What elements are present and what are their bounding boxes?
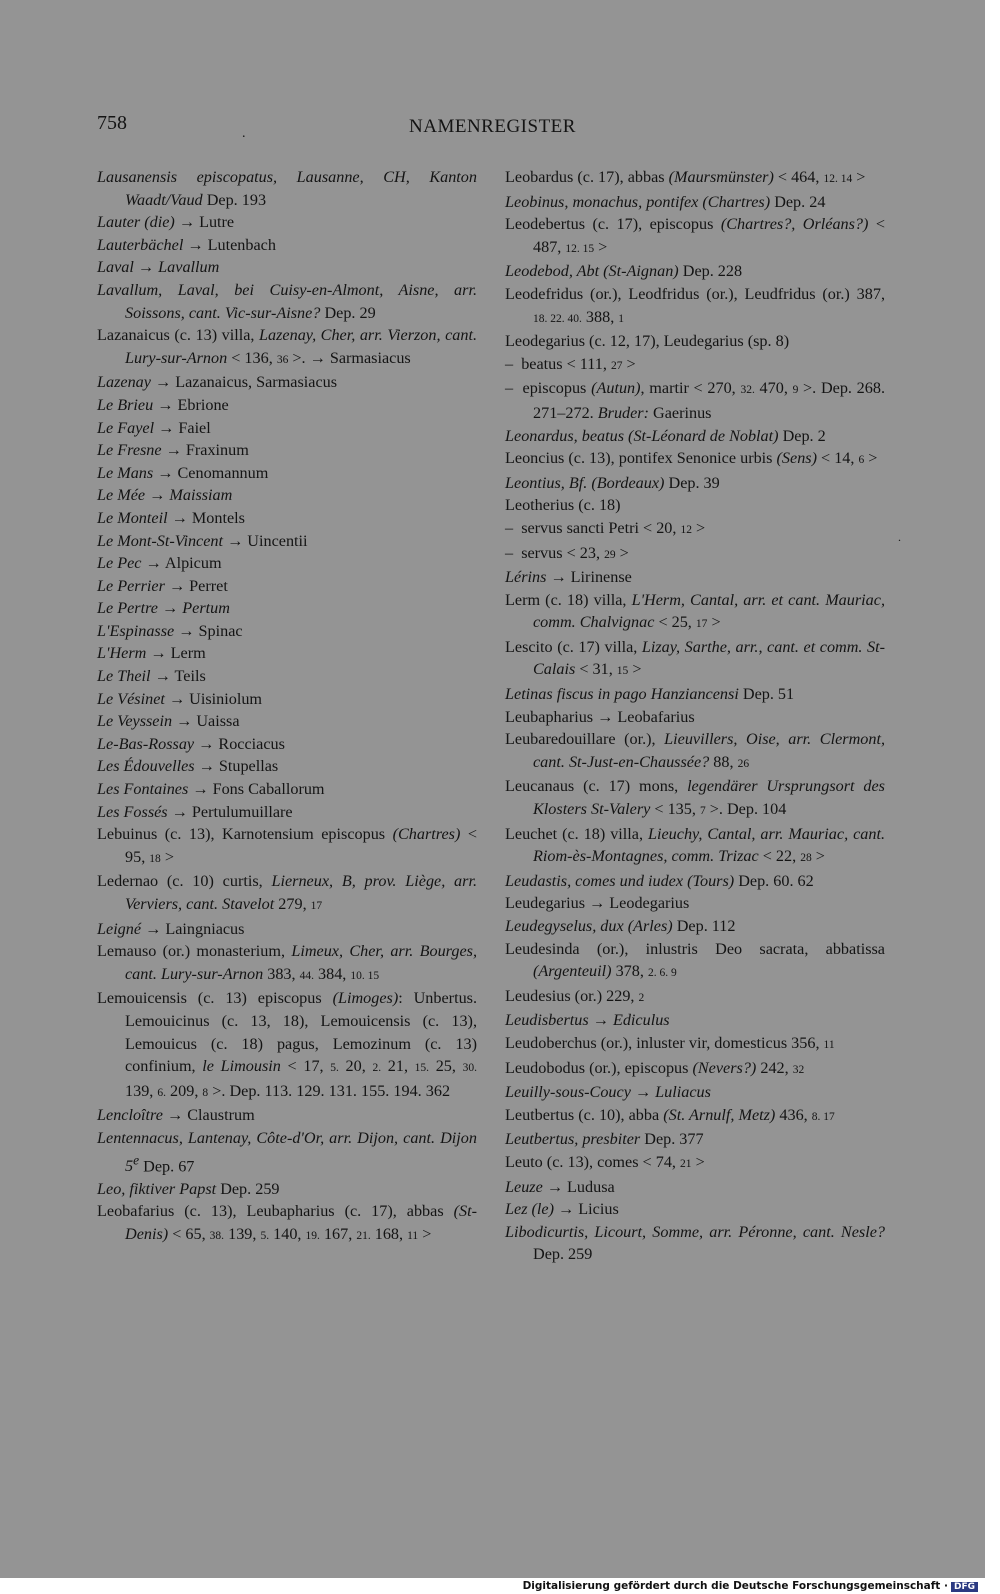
index-entry: Le Mée → Maissiam xyxy=(97,486,233,505)
index-entry: Leuchet (c. 18) villa, Lieuchy, Cantal, arr. Mauriac, cant. Riom-ès-Montagnes, comm. Trizac < 22, 28 > xyxy=(505,824,885,866)
index-entry: Leobafarius (c. 13), Leubapharius (c. 17), abbas (St-Denis) < 65, 38. 139, 5. 140, 19. 167, 21. 168, 11 > xyxy=(97,1202,477,1243)
index-entry: Leontius, Bf. (Bordeaux) Dep. 39 xyxy=(505,473,720,492)
index-entry: Leudisbertus → Ediculus xyxy=(505,1011,670,1030)
index-entry: Lazanaicus (c. 13) villa, Lazenay, Cher, arr. Vierzon, cant. Lury-sur-Arnon < 136, 36 >. → Sarmasiacus xyxy=(97,326,477,367)
index-entry: L'Herm → Lerm xyxy=(97,644,206,663)
index-entry: Leudesinda (or.), inlustris Deo sacrata, abbatissa (Argenteuil) 378, 2. 6. 9 xyxy=(505,939,885,981)
index-entry: Le Pertre → Pertum xyxy=(97,599,230,618)
index-entry: Leudobodus (or.), episcopus (Nevers?) 242, 32 xyxy=(505,1058,805,1077)
index-entry: Leobinus, monachus, pontifex (Chartres) Dep. 24 xyxy=(505,192,826,211)
index-entry: – servus < 23, 29 > xyxy=(505,543,629,562)
index-entry: Leuilly-sous-Coucy → Luliacus xyxy=(505,1083,711,1102)
index-entry: Le Theil → Teils xyxy=(97,667,206,686)
index-entry: Lérins → Lirinense xyxy=(505,568,632,587)
index-entry: Les Fontaines → Fons Caballorum xyxy=(97,780,325,799)
index-entry: Le Brieu → Ebrione xyxy=(97,395,229,414)
index-entry: Lebuinus (c. 13), Karnotensium episcopus (Chartres) < 95, 18 > xyxy=(97,825,477,866)
index-entry: Leodebertus (c. 17), episcopus (Chartres?, Orléans?) < 487, 12. 15 > xyxy=(505,215,885,256)
index-entry: Leodegarius (c. 12, 17), Leudegarius (sp. 8) xyxy=(505,332,790,351)
index-entry: Laval → Lavallum xyxy=(97,258,220,277)
index-entry: L'Espinasse → Spinac xyxy=(97,621,243,640)
index-entry: Le Mont-St-Vincent → Uincentii xyxy=(97,531,308,550)
index-entry: Leubapharius → Leobafarius xyxy=(505,707,695,726)
index-entry: Leo, fiktiver Papst Dep. 259 xyxy=(97,1179,280,1198)
index-entry: Lazenay → Lazanaicus, Sarmasiacus xyxy=(97,373,338,392)
footer-text: Digitalisierung gefördert durch die Deutsche Forschungsgemeinschaft · xyxy=(522,1580,948,1592)
index-entry: Leuto (c. 13), comes < 74, 21 > xyxy=(505,1152,705,1171)
index-entry: Les Fossés → Pertulumuillare xyxy=(97,802,293,821)
page-number: 758 xyxy=(97,112,127,134)
page-title: NAMENREGISTER xyxy=(409,116,576,137)
index-entry: Le Veyssein → Uaissa xyxy=(97,712,240,731)
index-entry: Le Fayel → Faiel xyxy=(97,418,211,437)
index-entry: Leudastis, comes und iudex (Tours) Dep. 60. 62 xyxy=(505,871,814,890)
index-entry: Leodebod, Abt (St-Aignan) Dep. 228 xyxy=(505,262,743,281)
dfg-logo: DFG xyxy=(951,1582,978,1592)
index-entry: Lescito (c. 17) villa, Lizay, Sarthe, arr., cant. et comm. St-Calais < 31, 15 > xyxy=(505,637,885,679)
index-entry: Les Édouvelles → Stupellas xyxy=(97,757,279,776)
index-entry: Leudegyselus, dux (Arles) Dep. 112 xyxy=(505,917,736,935)
index-entry: Le-Bas-Rossay → Rocciacus xyxy=(97,734,285,753)
index-entry: Le Monteil → Montels xyxy=(97,508,245,527)
index-entry: Leodefridus (or.), Leodfridus (or.), Leudfridus (or.) 387, 18. 22. 40. 388, 1 xyxy=(505,284,885,326)
index-entry: Leudesius (or.) 229, 2 xyxy=(505,986,645,1005)
index-entry: Le Mans → Cenomannum xyxy=(97,463,269,482)
index-entry: Ledernao (c. 10) curtis, Lierneux, B, prov. Liège, arr. Verviers, cant. Stavelot 279, 17 xyxy=(97,872,477,913)
index-entry: Le Pec → Alpicum xyxy=(97,554,222,573)
index-entry: – episcopus (Autun), martir < 270, 32. 470, 9 >. Dep. 268. 271–272. Bruder: Gaerinus xyxy=(505,379,886,422)
footer-credit xyxy=(523,1580,978,1592)
index-entry: Leobardus (c. 17), abbas (Maursmünster) < 464, 12. 14 > xyxy=(505,168,866,186)
index-entry: Le Vésinet → Uisiniolum xyxy=(97,689,263,708)
index-entry: Leoncius (c. 13), pontifex Senonice urbis (Sens) < 14, 6 > xyxy=(505,449,878,468)
index-entry: Leucanaus (c. 17) mons, legendärer Ursprungsort des Klosters St-Valery < 135, 7 >. Dep. 104 xyxy=(505,777,885,819)
index-entry: Leuze → Ludusa xyxy=(505,1177,615,1196)
index-entry: – servus sancti Petri < 20, 12 > xyxy=(505,518,706,537)
index-column-left xyxy=(97,166,477,1247)
index-entry: Lemouicensis (c. 13) episcopus (Limoges): Unbertus. Lemouicinus (c. 13, 18), Lemouicensis (c. 13), Lemouicus (c. 18) pagus, Lemozinum (c. 13) confinium, le Limousin < 17, 5. 20, 2. 21, 15. 25, 30. 139, 6. 209, 8 >. Dep. 113. 129. 131. 155. 194. 362 xyxy=(97,989,478,1100)
index-entry: Lavallum, Laval, bei Cuisy-en-Almont, Aisne, arr. Soissons, cant. Vic-sur-Aisne? Dep. 29 xyxy=(97,280,477,322)
index-entry: Leudegarius → Leodegarius xyxy=(505,894,690,913)
index-entry: Leutbertus, presbiter Dep. 377 xyxy=(505,1130,704,1149)
index-entry: Lez (le) → Licius xyxy=(505,1200,619,1219)
index-entry: Lerm (c. 18) villa, L'Herm, Cantal, arr. et cant. Mauriac, comm. Chalvignac < 25, 17 > xyxy=(505,590,885,632)
index-entry: Lencloître → Claustrum xyxy=(97,1106,255,1125)
index-entry: Le Fresne → Fraxinum xyxy=(97,441,249,460)
index-entry: Lauterbächel → Lutenbach xyxy=(97,235,276,254)
index-entry: Libodicurtis, Licourt, Somme, arr. Péronne, cant. Nesle? Dep. 259 xyxy=(505,1222,885,1264)
index-entry: Leotherius (c. 18) xyxy=(505,496,621,515)
index-entry: Lauter (die) → Lutre xyxy=(97,213,235,232)
index-entry: Leutbertus (c. 10), abba (St. Arnulf, Metz) 436, 8. 17 xyxy=(505,1105,835,1124)
index-entry: Le Perrier → Perret xyxy=(97,576,228,595)
index-entry: Leigné → Laingniacus xyxy=(97,919,245,938)
scan-speck: . xyxy=(242,126,246,141)
scan-speck: . xyxy=(898,530,901,544)
index-entry: – beatus < 111, 27 > xyxy=(505,354,636,373)
index-entry: Leudoberchus (or.), inluster vir, domesticus 356, 11 xyxy=(505,1033,835,1052)
index-entry: Leubaredouillare (or.), Lieuvillers, Oise, arr. Clermont, cant. St-Just-en-Chaussée? 88, 26 xyxy=(505,730,885,771)
index-column-right xyxy=(505,166,885,1266)
index-entry: Lentennacus, Lantenay, Côte-d'Or, arr. Dijon, cant. Dijon 5e Dep. 67 xyxy=(97,1128,477,1175)
index-entry: Lausanensis episcopatus, Lausanne, CH, Kanton Waadt/Vaud Dep. 193 xyxy=(97,168,477,209)
index-entry: Letinas fiscus in pago Hanziancensi Dep. 51 xyxy=(505,685,795,704)
index-entry: Lemauso (or.) monasterium, Limeux, Cher, arr. Bourges, cant. Lury-sur-Arnon 383, 44. 384, 10. 15 xyxy=(97,942,477,983)
index-entry: Leonardus, beatus (St-Léonard de Noblat) Dep. 2 xyxy=(505,426,826,445)
